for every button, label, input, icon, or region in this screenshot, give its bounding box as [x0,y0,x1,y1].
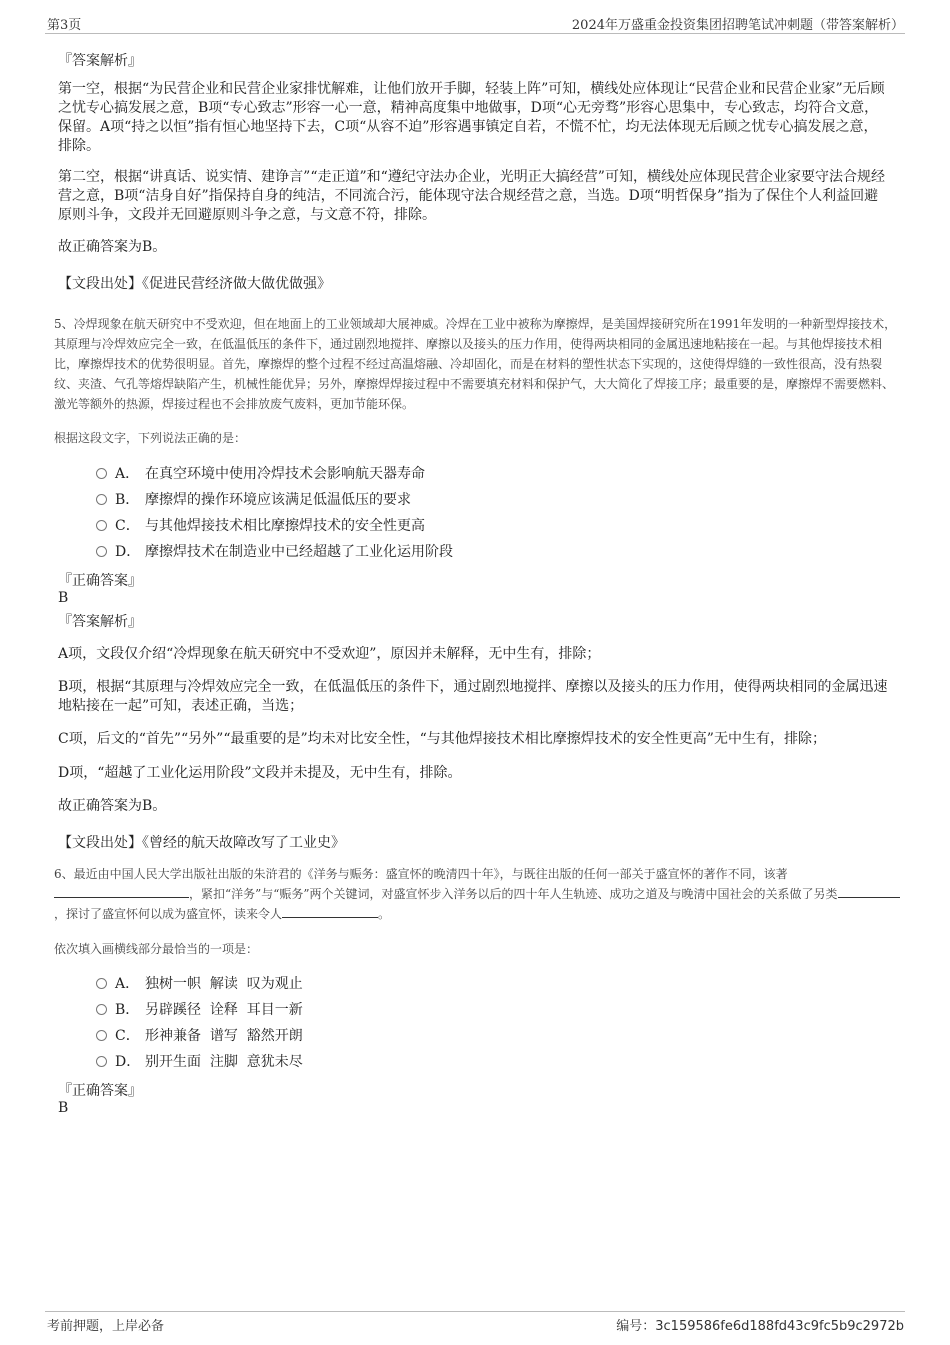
q4-conclusion: 故正确答案为B。 [58,239,167,255]
radio-icon[interactable] [96,468,107,479]
header-divider [45,33,905,34]
q5-source: 【文段出处】《曾经的航天故障改写了工业史》 [58,835,345,851]
radio-icon[interactable] [96,1004,107,1015]
q5-answer: B [58,590,69,606]
q4-analysis-paragraph-2: 第二空，根据“讲真话、说实情、建诤言”“走正道”和“遵纪守法办企业，光明正大搞经营”可知，横线处应体现民营企业家要守法合规经营之意，B项“洁身自好”指保持自身的纯洁，不同流合污，能体现守法合规经营之意，当选。D项“明哲保身”指为了保住个人利益回避原则斗争，文段并无回避原则斗争之意，与文意不符，排除。 [58,169,885,223]
radio-icon[interactable] [96,1056,107,1067]
q5-analysis-d: D项，“超越了工业化运用阶段”文段并未提及，无中生有，排除。 [58,765,462,781]
q6-blank-2 [838,885,900,898]
footer-code: 编号：3c159586fe6d188fd43c9fc5b9c2972b [616,1319,904,1334]
q5-option-d[interactable]: D． 摩擦焊技术在制造业中已经超越了工业化运用阶段 [96,542,453,562]
q5-conclusion: 故正确答案为B。 [58,798,167,814]
q4-analysis-label: 『答案解析』 [58,53,142,69]
q5-analysis-a: A项，文段仅介绍“冷焊现象在航天研究中不受欢迎”，原因并未解释，无中生有，排除； [58,646,601,662]
q6-stem: 6、最近由中国人民大学出版社出版的朱浒君的《洋务与赈务：盛宣怀的晚清四十年》，与既往出版的任何一部关于盛宣怀的著作不同，该著，紧扣“洋务”与“赈务”两个关键词，对盛宣怀步入洋务以后的四十年人生轨迹、成功之道及与晚清中国社会的关系做了另类，探讨了盛宣怀何以成为盛宣怀，读来令人 。 [54,864,900,924]
q6-answer-label: 『正确答案』 [58,1083,142,1099]
radio-icon[interactable] [96,546,107,557]
q6-prompt: 依次填入画横线部分最恰当的一项是： [54,942,259,956]
footer-divider [45,1311,905,1312]
q5-analysis-c: C项，后文的“首先”“另外”“最重要的是”均未对比安全性，“与其他焊接技术相比摩擦焊技术的安全性更高”无中生有，排除； [58,731,826,747]
radio-icon[interactable] [96,978,107,989]
footer-slogan: 考前押题，上岸必备 [47,1319,165,1334]
radio-icon[interactable] [96,520,107,531]
q6-blank-3 [282,905,378,918]
q6-blank-1 [54,885,189,898]
q5-option-a[interactable]: A． 在真空环境中使用冷焊技术会影响航天器寿命 [96,464,425,484]
page-number: 第3页 [47,18,82,33]
q5-option-b[interactable]: B． 摩擦焊的操作环境应该满足低温低压的要求 [96,490,411,510]
q5-answer-label: 『正确答案』 [58,573,142,589]
q5-stem: 5、冷焊现象在航天研究中不受欢迎，但在地面上的工业领域却大展神威。冷焊在工业中被称为摩擦焊，是美国焊接研究所在1991年发明的一种新型焊接技术，其原理与冷焊效应完全一致，在低温低压的条件下，通过剧烈地搅拌、摩擦以及接头的压力作用，使得两块相同的金属迅速地粘接在一起。与其他焊接技术相比，摩擦焊技术的优势很明显。首先，摩擦焊的整个过程不经过高温熔融、冷却固化，而是在材料的塑性状态下实现的，这使得焊缝的一致性很高，没有热裂纹、夹渣、气孔等熔焊缺陷产生，机械性能优异；另外，摩擦焊焊接过程中不需要填充材料和保护气，大大简化了焊接工序；最重要的是，摩擦焊不需要燃料、激光等额外的热源，焊接过程也不会排放废气废料，更加节能环保。 [54,317,897,411]
q6-option-b[interactable]: B． 另辟蹊径 诠释 耳目一新 [96,1000,303,1020]
q5-analysis-label: 『答案解析』 [58,614,142,630]
q5-prompt: 根据这段文字，下列说法正确的是： [54,431,247,445]
q5-analysis-b: B项，根据“其原理与冷焊效应完全一致，在低温低压的条件下，通过剧烈地搅拌、摩擦以及接头的压力作用，使得两块相同的金属迅速地粘接在一起”可知，表述正确，当选； [58,679,888,714]
q5-option-c[interactable]: C． 与其他焊接技术相比摩擦焊技术的安全性更高 [96,516,425,536]
q6-option-d[interactable]: D． 别开生面 注脚 意犹未尽 [96,1052,303,1072]
q6-option-c[interactable]: C． 形神兼备 谱写 豁然开朗 [96,1026,303,1046]
radio-icon[interactable] [96,1030,107,1041]
q6-option-a[interactable]: A． 独树一帜 解读 叹为观止 [96,974,303,994]
radio-icon[interactable] [96,494,107,505]
q4-analysis-paragraph-1: 第一空，根据“为民营企业和民营企业家排忧解难，让他们放开手脚，轻装上阵”可知，横线处应体现让“民营企业和民营企业家”无后顾之忧专心搞发展之意，B项“专心致志”形容一心一意，精神高度集中地做事，D项“心无旁骛”形容心思集中，专心致志，均符合文意，保留。A项“持之以恒”指有恒心地坚持下去，C项“从容不迫”形容遇事镇定自若，不慌不忙，均无法体现无后顾之忧专心搞发展之意，排除。 [58,81,885,154]
q6-answer: B [58,1100,69,1116]
document-title: 2024年万盛重金投资集团招聘笔试冲刺题（带答案解析） [571,18,904,33]
q4-source: 【文段出处】《促进民营经济做大做优做强》 [58,276,331,292]
